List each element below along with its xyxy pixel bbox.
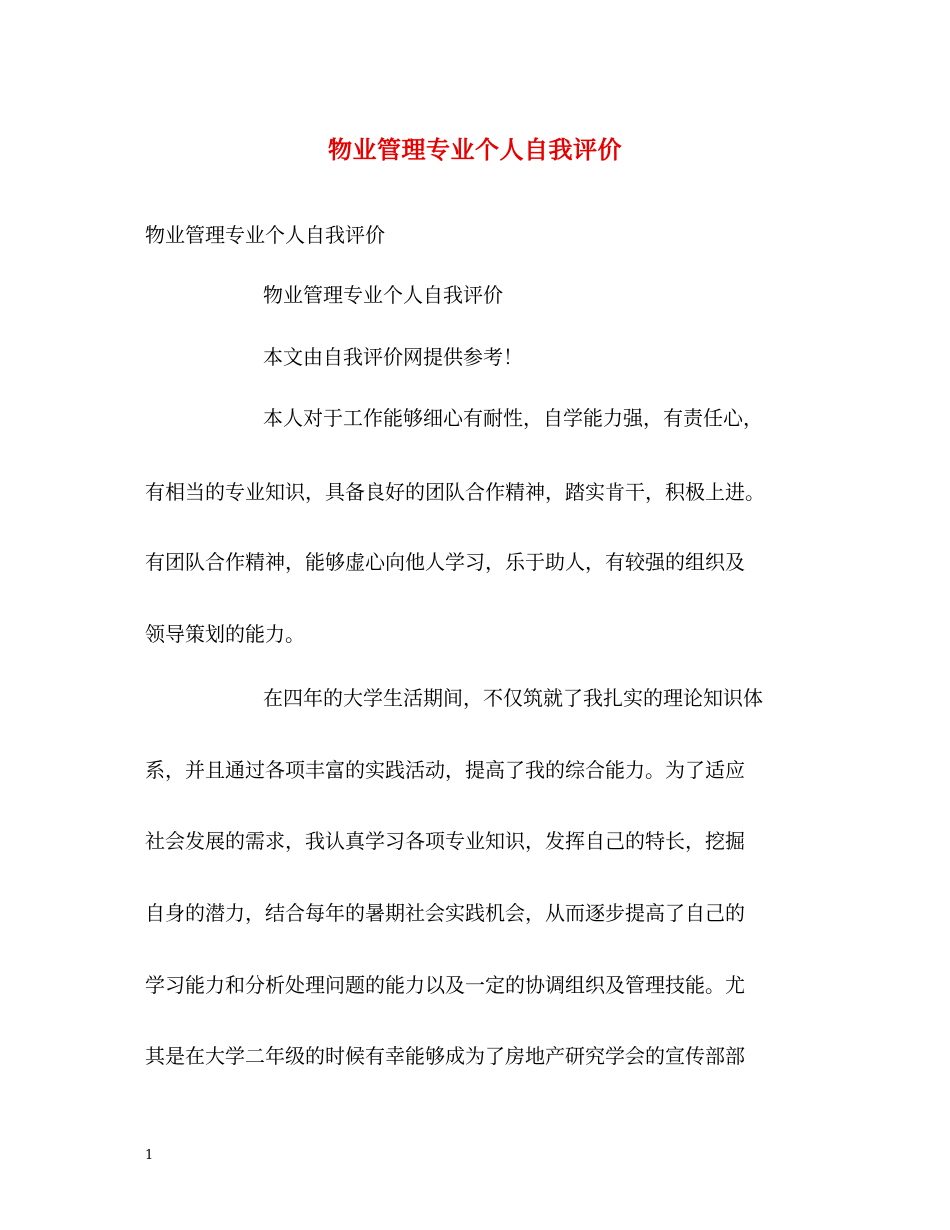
- text-line: 自身的潜力，结合每年的暑期社会实践机会，从而逐步提高了自己的: [145, 901, 745, 925]
- text-line: 物业管理专业个人自我评价: [263, 283, 503, 307]
- text-line: 系，并且通过各项丰富的实践活动，提高了我的综合能力。为了适应: [145, 758, 745, 782]
- text-line: 本文由自我评价网提供参考！: [263, 345, 523, 369]
- text-line: 有团队合作精神，能够虚心向他人学习，乐于助人，有较强的组织及: [145, 550, 745, 574]
- page-number: 1: [145, 1148, 154, 1163]
- text-line: 其是在大学二年级的时候有幸能够成为了房地产研究学会的宣传部部: [145, 1044, 745, 1068]
- document-title: 物业管理专业个人自我评价: [328, 135, 622, 164]
- text-line: 在四年的大学生活期间，不仅筑就了我扎实的理论知识体: [263, 686, 763, 710]
- text-line: 本人对于工作能够细心有耐性，自学能力强，有责任心，: [263, 406, 763, 430]
- text-line: 有相当的专业知识，具备良好的团队合作精神，踏实肯干，积极上进。: [145, 480, 765, 504]
- text-line: 学习能力和分析处理问题的能力以及一定的协调组织及管理技能。尤: [145, 973, 745, 997]
- text-line: 物业管理专业个人自我评价: [145, 223, 385, 247]
- text-line: 社会发展的需求，我认真学习各项专业知识，发挥自己的特长，挖掘: [145, 829, 745, 853]
- text-line: 领导策划的能力。: [145, 622, 305, 646]
